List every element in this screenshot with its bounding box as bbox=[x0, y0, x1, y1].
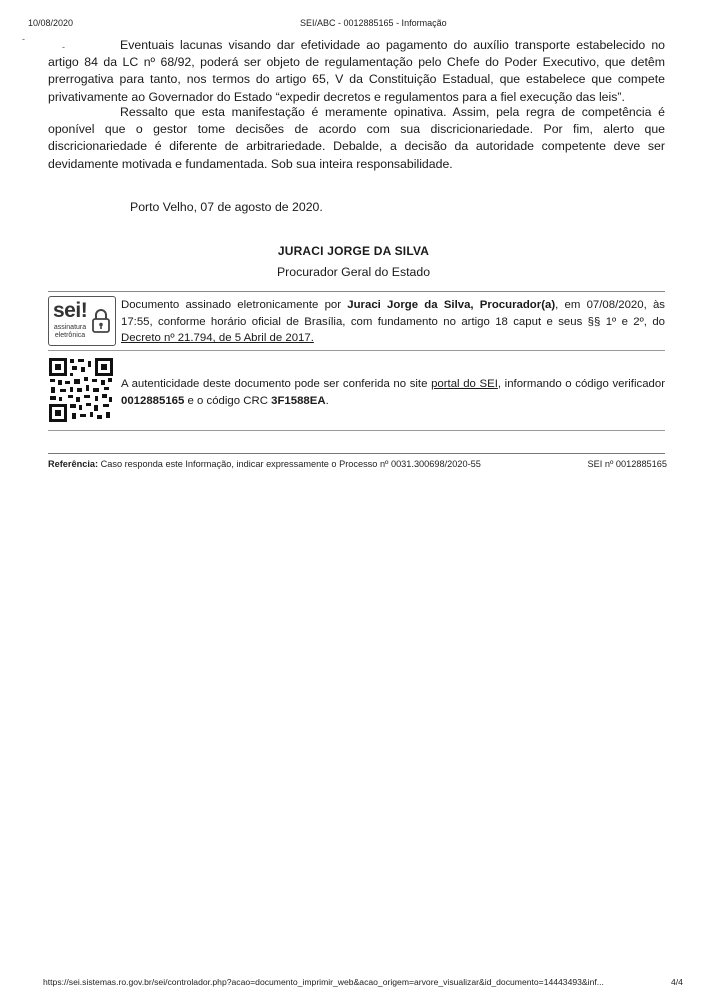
scan-mark: - bbox=[22, 34, 25, 44]
scan-mark: - bbox=[62, 42, 65, 52]
sei-signature-seal bbox=[48, 296, 116, 346]
signatory-name: JURACI JORGE DA SILVA bbox=[277, 244, 430, 258]
process-reference bbox=[48, 459, 481, 469]
place-and-date: Porto Velho, 07 de agosto de 2020. bbox=[130, 200, 323, 214]
body-paragraph-2: Ressalto que esta manifestação é meramente opinativa. Assim, pela regra de competência é oponível que o gestor tome decisões de acordo com sua discricionariedade. Por fim, alerto que discricionariedade é diferente de arbitrariedade. Debalde, a decisão da autoridade competente deve ser devidamente motivada e fundamentada. Sob sua inteira responsabilidade. bbox=[48, 105, 665, 171]
reference-text: Caso responda este Informação, indicar expressamente o Processo nº 0031.300698/2020-55 bbox=[98, 459, 481, 469]
authenticity-text-pre: A autenticidade deste documento pode ser conferida no site bbox=[121, 378, 432, 390]
divider bbox=[48, 350, 665, 351]
authenticity-text-mid2: e o código CRC bbox=[184, 394, 272, 407]
seal-logo: sei! bbox=[53, 299, 88, 322]
sei-document-number: SEI nº 0012885165 bbox=[587, 459, 667, 469]
divider bbox=[48, 430, 665, 431]
authenticity-statement bbox=[121, 376, 665, 409]
body-paragraph-1: Eventuais lacunas visando dar efetividade ao pagamento do auxílio transporte estabelecido no artigo 84 da LC nº 68/92, poderá ser objeto de regulamentação pelo Chefe do Poder Executivo, que detêm prerrogativa para tanto, nos termos do artigo 65, V da Constituição Estadual, que estabelece que compete privativamente ao Governador do Estado “expedir decretos e regulamentos para a fiel execução das leis”. bbox=[48, 38, 665, 104]
reference-label: Referência: bbox=[48, 459, 99, 469]
divider bbox=[48, 453, 665, 454]
print-header-date: 10/08/2020 bbox=[28, 18, 74, 28]
print-footer-url: https://sei.sistemas.ro.gov.br/sei/controlador.php?acao=documento_imprimir_web&acao_origem=arvore_visualizar&id_documento=14443493&inf... bbox=[43, 977, 604, 987]
seal-subtitle: assinatura eletrônica bbox=[53, 324, 87, 339]
authenticity-text-end: . bbox=[325, 394, 329, 407]
padlock-icon bbox=[91, 307, 111, 335]
signatory-role: Procurador Geral do Estado bbox=[276, 265, 431, 279]
print-header-title: SEI/ABC - 0012885165 - Informação bbox=[300, 18, 447, 28]
decree-link[interactable]: Decreto nº 21.794, de 5 Abril de 2017. bbox=[121, 332, 314, 344]
divider bbox=[48, 291, 665, 292]
e-signature-signer: Juraci Jorge da Silva, Procurador(a) bbox=[347, 299, 556, 311]
e-signature-text-pre: Documento assinado eletronicamente por bbox=[121, 299, 348, 311]
e-signature-text-mid: , em 07/08/2020, às 17:55, conforme horário oficial de Brasília, com fundamento no artigo 18 caput e seus §§ 1º e 2º, do bbox=[121, 299, 665, 328]
verifier-code: 0012885165 bbox=[121, 394, 185, 407]
print-footer-page-number: 4/4 bbox=[671, 977, 683, 987]
e-signature-statement bbox=[121, 297, 665, 347]
authenticity-text-mid: , informando o código verificador bbox=[497, 378, 665, 390]
qr-code-icon bbox=[48, 357, 114, 423]
crc-code: 3F1588EA bbox=[271, 394, 326, 407]
sei-portal-link[interactable]: portal do SEI bbox=[431, 378, 498, 390]
